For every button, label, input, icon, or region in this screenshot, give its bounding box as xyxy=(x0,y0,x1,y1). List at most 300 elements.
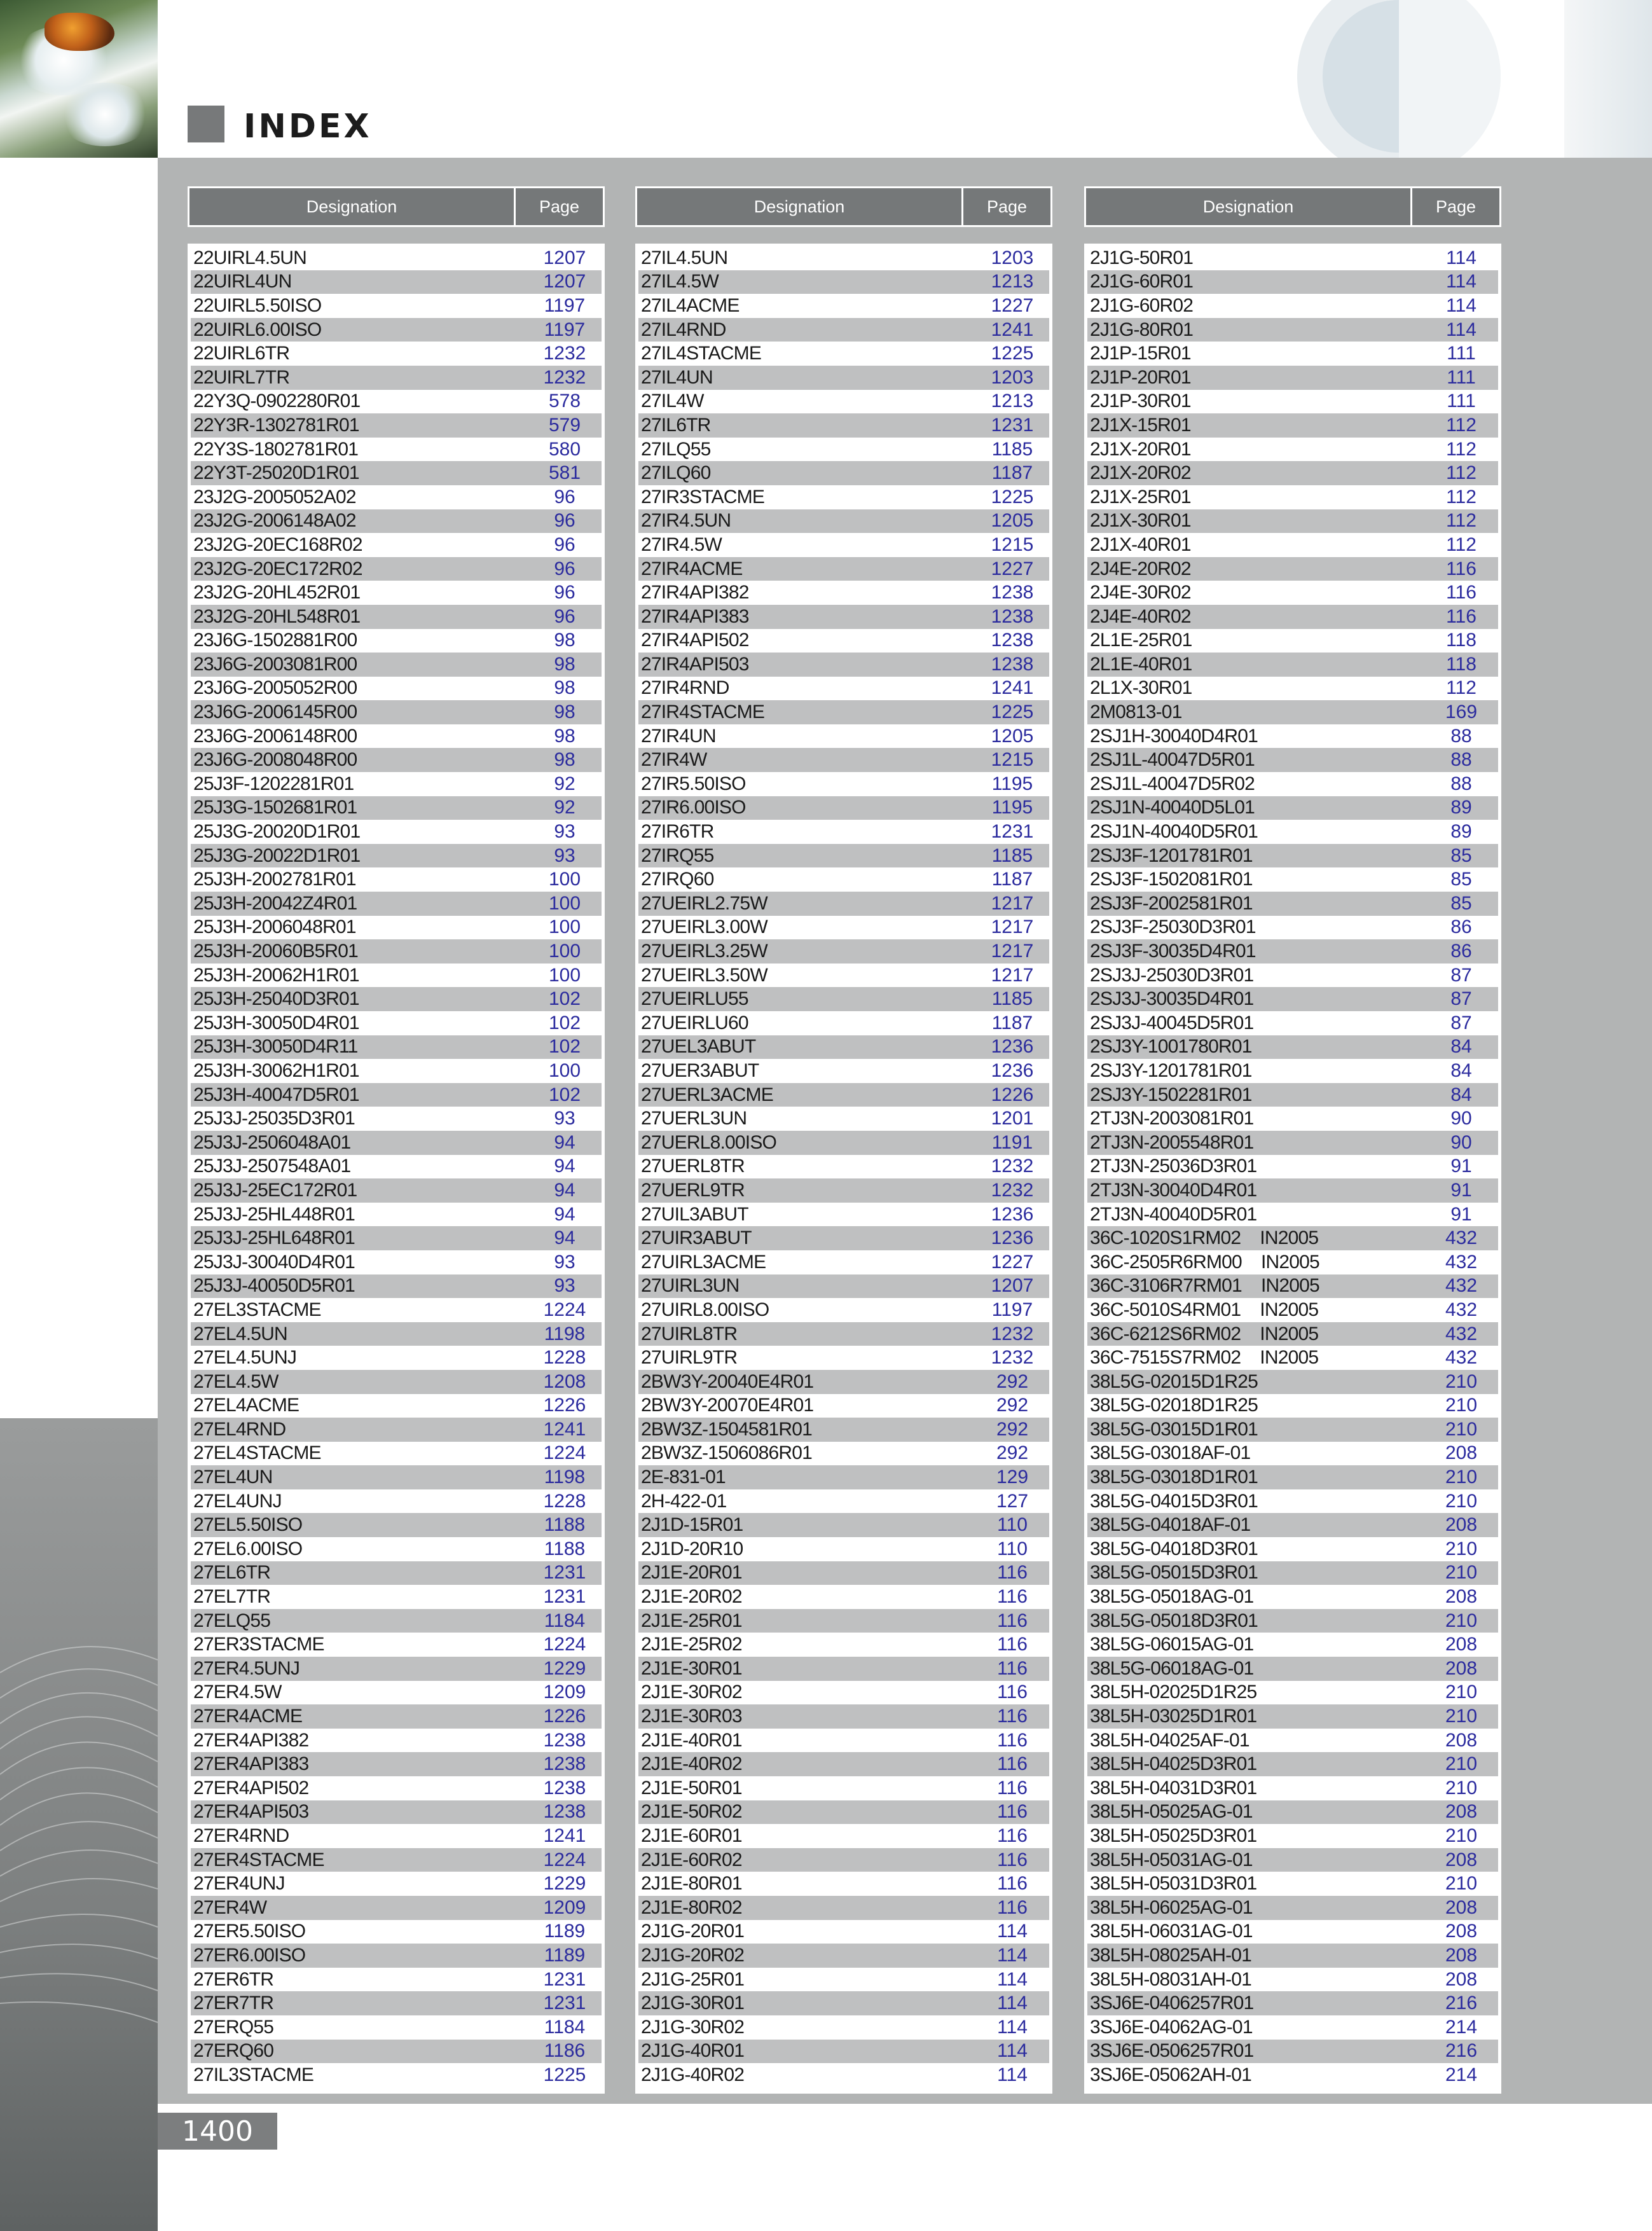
page-link[interactable]: 88 xyxy=(1450,773,1472,794)
index-row xyxy=(638,1226,1049,1250)
page-link[interactable]: 1207 xyxy=(543,247,586,268)
designation-code: 2J1E-30R01 xyxy=(641,1657,742,1679)
page-link[interactable]: 87 xyxy=(1450,988,1472,1010)
page-link[interactable]: 100 xyxy=(548,869,581,890)
index-row xyxy=(1087,964,1498,988)
designation-code: 2L1E-25R01 xyxy=(1090,630,1192,651)
index-row xyxy=(1087,509,1498,534)
page-link[interactable]: 96 xyxy=(554,582,575,604)
page-link[interactable]: 111 xyxy=(1447,366,1476,388)
page-link[interactable]: 1205 xyxy=(991,510,1034,532)
page-link[interactable]: 210 xyxy=(1445,1682,1478,1703)
designation-cell xyxy=(191,1945,528,1966)
page-link[interactable]: 1232 xyxy=(543,343,586,364)
page-link[interactable]: 98 xyxy=(554,630,575,651)
page-link[interactable]: 98 xyxy=(554,677,575,699)
page-link[interactable]: 1208 xyxy=(543,1371,586,1392)
page-link[interactable]: 1209 xyxy=(543,1682,586,1703)
page-link[interactable]: 1188 xyxy=(544,1514,586,1536)
page-link[interactable]: 432 xyxy=(1445,1299,1478,1320)
designation-code: 23J2G-20EC168R02 xyxy=(193,534,362,555)
page-link[interactable]: 1229 xyxy=(543,1657,586,1679)
page-link[interactable]: 102 xyxy=(548,1036,581,1058)
page-link[interactable]: 1238 xyxy=(991,582,1034,604)
page-link[interactable]: 1228 xyxy=(543,1347,586,1369)
page-link[interactable]: 432 xyxy=(1445,1347,1478,1369)
page-link[interactable]: 1227 xyxy=(991,294,1034,316)
index-row xyxy=(191,964,602,988)
page-link[interactable]: 93 xyxy=(554,1251,575,1273)
page-link[interactable]: 208 xyxy=(1445,1801,1478,1823)
page-link[interactable]: 93 xyxy=(554,821,575,843)
designation-code: 27IRQ60 xyxy=(641,869,714,890)
page-link[interactable]: 89 xyxy=(1450,797,1472,818)
page-link[interactable]: 208 xyxy=(1445,1968,1478,1990)
page-link[interactable]: 98 xyxy=(554,749,575,771)
page-link[interactable]: 1207 xyxy=(991,1275,1034,1297)
page-link[interactable]: 112 xyxy=(1446,414,1476,436)
page-link[interactable]: 1226 xyxy=(543,1395,586,1416)
page-link[interactable]: 94 xyxy=(554,1156,575,1177)
page-link[interactable]: 96 xyxy=(554,558,575,579)
page-link[interactable]: 1185 xyxy=(991,988,1033,1010)
page-link[interactable]: 94 xyxy=(554,1227,575,1249)
designation-cell xyxy=(1087,1180,1424,1201)
page-link[interactable]: 112 xyxy=(1446,534,1476,555)
index-row xyxy=(1087,724,1498,749)
page-link[interactable]: 84 xyxy=(1450,1036,1472,1058)
page-link[interactable]: 208 xyxy=(1445,1442,1478,1464)
page-link[interactable]: 210 xyxy=(1445,1873,1478,1895)
page-link[interactable]: 432 xyxy=(1445,1251,1478,1273)
page-link[interactable]: 432 xyxy=(1445,1275,1478,1297)
page-link[interactable]: 1231 xyxy=(991,821,1034,843)
page-link[interactable]: 1241 xyxy=(991,319,1034,340)
page-link[interactable]: 1187 xyxy=(991,1012,1033,1033)
page-link[interactable]: 88 xyxy=(1450,725,1472,747)
page-link[interactable]: 1207 xyxy=(543,271,586,293)
page-link[interactable]: 1213 xyxy=(991,390,1034,412)
page-link[interactable]: 112 xyxy=(1446,486,1476,508)
page-link[interactable]: 1187 xyxy=(991,462,1033,484)
page-link[interactable]: 112 xyxy=(1446,438,1476,460)
header-designation: Designation xyxy=(1086,188,1412,225)
page-link[interactable]: 1226 xyxy=(543,1706,586,1727)
designation-code: 27EL4RND xyxy=(193,1418,286,1440)
designation-cell xyxy=(191,1395,528,1416)
page-link[interactable]: 1203 xyxy=(991,247,1034,268)
page-link[interactable]: 92 xyxy=(554,797,575,818)
page-link[interactable]: 1226 xyxy=(991,1084,1034,1105)
index-row xyxy=(1087,916,1498,940)
page-link[interactable]: 210 xyxy=(1445,1371,1478,1392)
page-link[interactable]: 114 xyxy=(997,1944,1028,1966)
page-link[interactable]: 210 xyxy=(1445,1418,1478,1440)
page-link[interactable]: 1232 xyxy=(991,1156,1034,1177)
page-link[interactable]: 116 xyxy=(1446,605,1476,627)
page-link[interactable]: 129 xyxy=(996,1467,1029,1488)
page-link[interactable]: 1213 xyxy=(991,271,1034,293)
page-link[interactable]: 1238 xyxy=(543,1801,586,1823)
page-link[interactable]: 208 xyxy=(1445,1634,1478,1655)
page-link[interactable]: 1195 xyxy=(991,773,1033,794)
page-link[interactable]: 208 xyxy=(1445,1944,1478,1966)
page-link[interactable]: 118 xyxy=(1446,653,1476,675)
page-link[interactable]: 114 xyxy=(997,1993,1028,2014)
page-link[interactable]: 1238 xyxy=(991,605,1034,627)
page-link[interactable]: 96 xyxy=(554,534,575,555)
page-link[interactable]: 1198 xyxy=(544,1323,586,1344)
page-link[interactable]: 1189 xyxy=(544,1921,586,1942)
designation-code: 27IR3STACME xyxy=(641,486,765,508)
page-link[interactable]: 102 xyxy=(548,1084,581,1105)
page-link[interactable]: 1227 xyxy=(991,558,1034,579)
page-link[interactable]: 1197 xyxy=(544,319,586,340)
page-link[interactable]: 1231 xyxy=(543,1586,586,1608)
page-link[interactable]: 210 xyxy=(1445,1538,1478,1559)
page-link[interactable]: 1224 xyxy=(543,1634,586,1655)
page-link[interactable]: 1209 xyxy=(543,1896,586,1918)
page-link[interactable]: 116 xyxy=(1446,558,1476,579)
page-link[interactable]: 114 xyxy=(997,1968,1028,1990)
page-link[interactable]: 208 xyxy=(1445,1657,1478,1679)
page-link[interactable]: 110 xyxy=(997,1538,1028,1559)
page-link[interactable]: 169 xyxy=(1445,701,1478,723)
page-link[interactable]: 116 xyxy=(997,1682,1028,1703)
index-row xyxy=(191,629,602,653)
page-link[interactable]: 1228 xyxy=(543,1490,586,1512)
page-link[interactable]: 89 xyxy=(1450,821,1472,843)
page-link[interactable]: 87 xyxy=(1450,964,1472,986)
page-link[interactable]: 114 xyxy=(997,2040,1028,2062)
designation-cell xyxy=(191,1419,528,1440)
page-link[interactable]: 94 xyxy=(554,1179,575,1201)
index-row xyxy=(638,1394,1049,1418)
page-link[interactable]: 216 xyxy=(1445,1993,1478,2014)
page-link[interactable]: 116 xyxy=(997,1849,1028,1870)
designation-cell xyxy=(638,271,975,293)
page-link[interactable]: 1236 xyxy=(991,1060,1034,1081)
page-link[interactable]: 1238 xyxy=(543,1729,586,1751)
page-link[interactable]: 1189 xyxy=(544,1944,586,1966)
index-row xyxy=(638,939,1049,964)
page-link[interactable]: 1241 xyxy=(991,677,1034,699)
page-link[interactable]: 116 xyxy=(997,1610,1028,1631)
page-link[interactable]: 111 xyxy=(1447,390,1476,412)
page-link[interactable]: 93 xyxy=(554,845,575,866)
page-link[interactable]: 1203 xyxy=(991,366,1034,388)
designation-code: 2TJ3N-30040D4R01 xyxy=(1090,1179,1257,1201)
page-link[interactable]: 98 xyxy=(554,701,575,723)
designation-code: 22Y3T-25020D1R01 xyxy=(193,462,359,484)
page-link[interactable]: 1195 xyxy=(991,797,1033,818)
designation-code: 25J3J-2507548A01 xyxy=(193,1156,351,1177)
page-link[interactable]: 208 xyxy=(1445,1896,1478,1918)
page-link[interactable]: 114 xyxy=(997,1921,1028,1942)
designation-cell xyxy=(191,1897,528,1919)
page-link[interactable]: 1238 xyxy=(991,630,1034,651)
designation-cell xyxy=(638,1682,975,1703)
page-link[interactable]: 86 xyxy=(1450,941,1472,962)
page-link[interactable]: 116 xyxy=(997,1634,1028,1655)
page-link[interactable]: 1227 xyxy=(991,1251,1034,1273)
page-link[interactable]: 85 xyxy=(1450,845,1472,866)
page-link[interactable]: 1217 xyxy=(991,916,1034,938)
page-link[interactable]: 116 xyxy=(1446,582,1476,604)
index-row xyxy=(1087,246,1498,270)
page-link[interactable]: 112 xyxy=(1446,462,1476,484)
page-link[interactable]: 102 xyxy=(548,988,581,1010)
page-link[interactable]: 116 xyxy=(997,1801,1028,1823)
page-link[interactable]: 1232 xyxy=(543,366,586,388)
designation-code: 2SJ1N-40040D5R01 xyxy=(1090,821,1258,843)
page-link[interactable]: 110 xyxy=(997,1514,1028,1536)
page-link[interactable]: 112 xyxy=(1446,677,1476,699)
page-link[interactable]: 84 xyxy=(1450,1060,1472,1081)
page-link[interactable]: 87 xyxy=(1450,1012,1472,1033)
designation-cell xyxy=(1087,319,1424,341)
page-link[interactable]: 116 xyxy=(997,1586,1028,1608)
page-link[interactable]: 214 xyxy=(1445,2016,1478,2038)
designation-cell xyxy=(638,1491,975,1512)
designation-code: 27IR4API383 xyxy=(641,605,749,627)
page-link[interactable]: 1225 xyxy=(543,2064,586,2085)
page-link[interactable]: 1225 xyxy=(991,343,1034,364)
page-link[interactable]: 116 xyxy=(997,1777,1028,1799)
page-link[interactable]: 111 xyxy=(1447,343,1476,364)
page-link[interactable]: 1225 xyxy=(991,486,1034,508)
page-link[interactable]: 118 xyxy=(1446,630,1476,651)
page-link[interactable]: 292 xyxy=(996,1395,1029,1416)
page-link[interactable]: 112 xyxy=(1446,510,1476,532)
designation-code: 2SJ1L-40047D5R02 xyxy=(1090,773,1255,794)
page-link[interactable]: 116 xyxy=(997,1825,1028,1846)
page-link[interactable]: 1225 xyxy=(991,701,1034,723)
page-link[interactable]: 86 xyxy=(1450,916,1472,938)
index-row xyxy=(1087,1824,1498,1848)
page-link[interactable]: 210 xyxy=(1445,1395,1478,1416)
page-link[interactable]: 210 xyxy=(1445,1777,1478,1799)
page-link[interactable]: 1191 xyxy=(991,1131,1033,1153)
page-link[interactable]: 210 xyxy=(1445,1753,1478,1775)
designation-code: 27ER3STACME xyxy=(193,1634,324,1655)
page-link[interactable]: 292 xyxy=(996,1418,1029,1440)
designation-code: 27ER4API382 xyxy=(193,1729,309,1751)
page-link[interactable]: 90 xyxy=(1450,1131,1472,1153)
page-link[interactable]: 1236 xyxy=(991,1036,1034,1058)
page-link[interactable]: 127 xyxy=(996,1490,1029,1512)
page-link[interactable]: 114 xyxy=(1446,294,1476,316)
page-link[interactable]: 84 xyxy=(1450,1084,1472,1105)
page-link[interactable]: 96 xyxy=(554,486,575,508)
page-link[interactable]: 1215 xyxy=(991,749,1034,771)
page-link[interactable]: 85 xyxy=(1450,869,1472,890)
page-link[interactable]: 292 xyxy=(996,1442,1029,1464)
page-link[interactable]: 208 xyxy=(1445,1586,1478,1608)
page-link[interactable]: 1231 xyxy=(543,1562,586,1584)
page-link[interactable]: 1184 xyxy=(544,2016,586,2038)
page-link[interactable]: 116 xyxy=(997,1657,1028,1679)
designation-code: 2J4E-20R02 xyxy=(1090,558,1191,579)
page-link[interactable]: 1236 xyxy=(991,1227,1034,1249)
designation-cell xyxy=(191,1467,528,1488)
index-row xyxy=(191,1394,602,1418)
designation-code: 27IR4W xyxy=(641,749,707,771)
designation-code: 25J3G-1502681R01 xyxy=(193,797,357,818)
page-link[interactable]: 90 xyxy=(1450,1108,1472,1129)
index-row xyxy=(1087,485,1498,509)
page-link[interactable]: 93 xyxy=(554,1108,575,1129)
page-link[interactable]: 208 xyxy=(1445,1921,1478,1942)
page-link[interactable]: 210 xyxy=(1445,1467,1478,1488)
page-link[interactable]: 102 xyxy=(548,1012,581,1033)
page-link[interactable]: 91 xyxy=(1450,1179,1472,1201)
page-link[interactable]: 580 xyxy=(548,438,581,460)
page-link[interactable]: 100 xyxy=(548,1060,581,1081)
page-link[interactable]: 1198 xyxy=(544,1467,586,1488)
designation-code: 2TJ3N-2005548R01 xyxy=(1090,1131,1254,1153)
page-link[interactable]: 1217 xyxy=(991,964,1034,986)
page-link[interactable]: 210 xyxy=(1445,1825,1478,1846)
page-link[interactable]: 1224 xyxy=(543,1849,586,1870)
page-link[interactable]: 114 xyxy=(997,2016,1028,2038)
designation-code: 2BW3Z-1506086R01 xyxy=(641,1442,813,1464)
page-link[interactable]: 1238 xyxy=(543,1753,586,1775)
page-link[interactable]: 210 xyxy=(1445,1562,1478,1584)
page-link[interactable]: 1236 xyxy=(991,1203,1034,1225)
page-link[interactable]: 432 xyxy=(1445,1323,1478,1344)
page-link[interactable]: 1224 xyxy=(543,1442,586,1464)
page-link[interactable]: 1215 xyxy=(991,534,1034,555)
page-link[interactable]: 1185 xyxy=(991,845,1033,866)
page-link[interactable]: 1241 xyxy=(543,1825,586,1846)
page-link[interactable]: 1217 xyxy=(991,941,1034,962)
designation-code: 25J3F-1202281R01 xyxy=(193,773,354,794)
index-row xyxy=(191,1059,602,1083)
page-link[interactable]: 114 xyxy=(997,2064,1028,2085)
designation-code: 2J1X-40R01 xyxy=(1090,534,1191,555)
page-link[interactable]: 96 xyxy=(554,605,575,627)
designation-cell xyxy=(1087,2040,1424,2062)
page-link[interactable]: 116 xyxy=(997,1753,1028,1775)
designation-cell xyxy=(638,1467,975,1488)
page-link[interactable]: 92 xyxy=(554,773,575,794)
designation-code: 25J3G-20020D1R01 xyxy=(193,821,361,843)
designation-code: 2L1X-30R01 xyxy=(1090,677,1192,699)
page-link[interactable]: 210 xyxy=(1445,1706,1478,1727)
designation-note: IN2005 xyxy=(1260,1275,1319,1297)
designation-code: 38L5H-06025AG-01 xyxy=(1090,1896,1253,1918)
page-link[interactable]: 1201 xyxy=(991,1108,1034,1129)
page-link[interactable]: 116 xyxy=(997,1706,1028,1727)
page-link[interactable]: 208 xyxy=(1445,1514,1478,1536)
designation-cell xyxy=(191,343,528,364)
page-link[interactable]: 432 xyxy=(1445,1227,1478,1249)
page-link[interactable]: 91 xyxy=(1450,1203,1472,1225)
page-link[interactable]: 214 xyxy=(1445,2064,1478,2085)
page-link[interactable]: 1232 xyxy=(991,1347,1034,1369)
designation-note: IN2005 xyxy=(1260,1323,1319,1344)
page-link[interactable]: 208 xyxy=(1445,1849,1478,1870)
designation-cell xyxy=(191,1060,528,1082)
page-link[interactable]: 1231 xyxy=(543,1968,586,1990)
page-link[interactable]: 1187 xyxy=(991,869,1033,890)
page-link[interactable]: 1232 xyxy=(991,1323,1034,1344)
page-link[interactable]: 1186 xyxy=(544,2040,586,2062)
page-link[interactable]: 100 xyxy=(548,916,581,938)
index-row xyxy=(638,1322,1049,1346)
page-link[interactable]: 94 xyxy=(554,1203,575,1225)
page-link[interactable]: 1238 xyxy=(543,1777,586,1799)
page-link[interactable]: 94 xyxy=(554,1131,575,1153)
page-link[interactable]: 1185 xyxy=(991,438,1033,460)
index-row xyxy=(638,2040,1049,2064)
page-link[interactable]: 1241 xyxy=(543,1418,586,1440)
designation-code: 3SJ6E-0506257R01 xyxy=(1090,2040,1254,2062)
page-link[interactable]: 1197 xyxy=(544,294,586,316)
page-link[interactable]: 1184 xyxy=(544,1610,586,1631)
page-link[interactable]: 1229 xyxy=(543,1873,586,1895)
designation-code: 2J1G-60R02 xyxy=(1090,294,1194,316)
page-link[interactable]: 581 xyxy=(548,462,581,484)
page-link[interactable]: 216 xyxy=(1445,2040,1478,2062)
page-link[interactable]: 578 xyxy=(548,390,581,412)
designation-cell xyxy=(638,487,975,508)
designation-cell xyxy=(191,1825,528,1847)
page-link[interactable]: 579 xyxy=(548,414,581,436)
designation-code: 23J6G-1502881R00 xyxy=(193,630,357,651)
page-link[interactable]: 1238 xyxy=(991,653,1034,675)
page-link[interactable]: 1232 xyxy=(991,1179,1034,1201)
page-link[interactable]: 88 xyxy=(1450,749,1472,771)
page-link[interactable]: 85 xyxy=(1450,892,1472,914)
page-link[interactable]: 1224 xyxy=(543,1299,586,1320)
page-link[interactable]: 100 xyxy=(548,964,581,986)
page-link[interactable]: 210 xyxy=(1445,1610,1478,1631)
designation-cell xyxy=(191,988,528,1010)
page-link[interactable]: 91 xyxy=(1450,1156,1472,1177)
page-link[interactable]: 1205 xyxy=(991,725,1034,747)
page-link[interactable]: 116 xyxy=(997,1896,1028,1918)
page-link[interactable]: 208 xyxy=(1445,1729,1478,1751)
index-row xyxy=(1087,1155,1498,1179)
page-link[interactable]: 100 xyxy=(548,941,581,962)
page-link[interactable]: 100 xyxy=(548,892,581,914)
page-link[interactable]: 98 xyxy=(554,653,575,675)
page-link[interactable]: 1231 xyxy=(543,1993,586,2014)
designation-code: 22UIRL5.50ISO xyxy=(193,294,322,316)
page-link[interactable]: 114 xyxy=(1446,271,1476,293)
page-link[interactable]: 1188 xyxy=(544,1538,586,1559)
page-link[interactable]: 93 xyxy=(554,1275,575,1297)
page-link[interactable]: 1231 xyxy=(991,414,1034,436)
page-link[interactable]: 292 xyxy=(996,1371,1029,1392)
page-link[interactable]: 210 xyxy=(1445,1490,1478,1512)
page-link[interactable]: 98 xyxy=(554,725,575,747)
index-row xyxy=(638,844,1049,868)
page-link[interactable]: 114 xyxy=(1446,247,1476,268)
designation-code: 2SJ3F-2002581R01 xyxy=(1090,892,1253,914)
page-link[interactable]: 1217 xyxy=(991,892,1034,914)
page-link[interactable]: 116 xyxy=(997,1562,1028,1584)
designation-code: 27EL4STACME xyxy=(193,1442,321,1464)
page-link[interactable]: 116 xyxy=(997,1729,1028,1751)
index-row xyxy=(191,2063,602,2087)
page-link[interactable]: 96 xyxy=(554,510,575,532)
page-link[interactable]: 114 xyxy=(1446,319,1476,340)
page-link[interactable]: 116 xyxy=(997,1873,1028,1895)
page-link[interactable]: 1197 xyxy=(991,1299,1033,1320)
